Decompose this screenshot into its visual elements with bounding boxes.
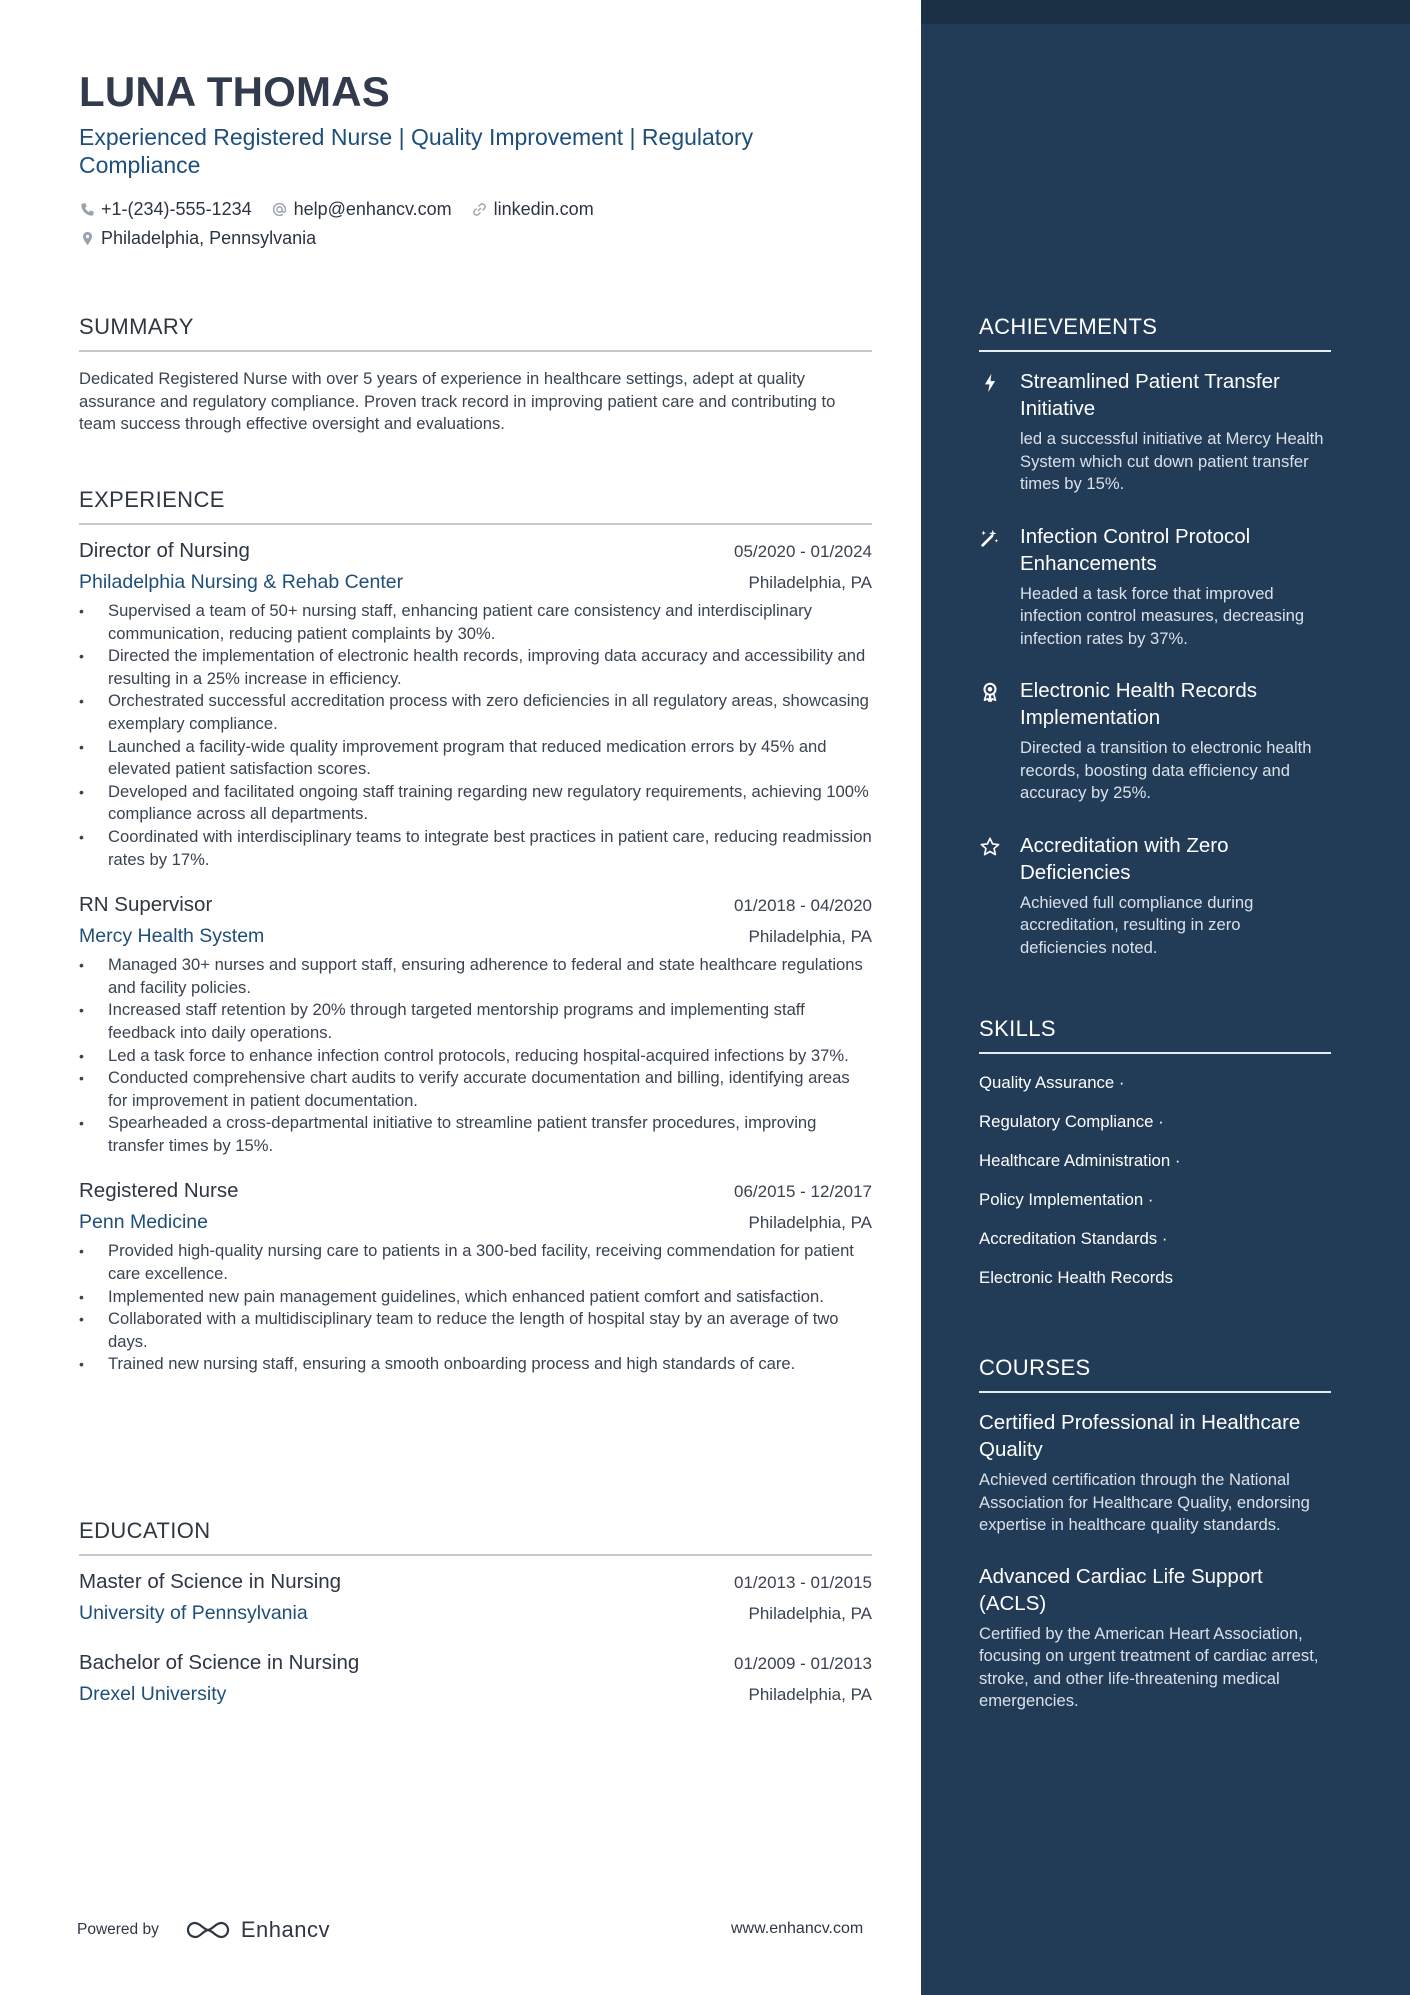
job-bullet: • Orchestrated successful accreditation process with zero deficiencies in all regulatory areas, showcasing exemplary compliance. [79, 690, 872, 735]
job-company: Penn Medicine [79, 1211, 208, 1234]
achievement-title: Accreditation with Zero Deficiencies [1020, 833, 1229, 884]
job-entry [79, 1179, 872, 1376]
star-icon [979, 832, 1005, 960]
linkedin-contact[interactable] [472, 199, 594, 220]
skill-item: Quality Assurance · [979, 1073, 1125, 1092]
job-entry [79, 539, 872, 871]
skill-item: Healthcare Administration · [979, 1151, 1181, 1170]
achievements-heading: ACHIEVEMENTS [979, 314, 1158, 339]
job-bullet: • Conducted comprehensive chart audits to verify accurate documentation and billing, identifying areas for improvement in patient documentation. [79, 1067, 872, 1112]
courses-heading: COURSES [979, 1355, 1091, 1380]
location-pin-icon [79, 230, 95, 246]
course-title: Certified Professional in Healthcare Quality [979, 1411, 1301, 1461]
lightning-bolt-icon [979, 368, 1005, 496]
education-heading: EDUCATION [79, 1518, 211, 1543]
job-company: Mercy Health System [79, 925, 265, 948]
job-bullet: • Implemented new pain management guidelines, which enhanced patient comfort and satisfaction. [79, 1286, 872, 1309]
education-dates: 01/2009 - 01/2013 [733, 1654, 872, 1673]
course-description: Certified by the American Heart Association, focusing on urgent treatment of cardiac arrest, stroke, and other life-threatening medical emergencies. [979, 1623, 1319, 1710]
skill-item: Accreditation Standards · [979, 1229, 1168, 1248]
course-description: Achieved certification through the National Association for Healthcare Quality, endorsing expertise in healthcare quality standards. [979, 1470, 1310, 1534]
location-contact [79, 228, 316, 249]
skills-list [979, 1063, 1331, 1297]
achievement-title: Infection Control Protocol Enhancements [1020, 524, 1251, 575]
job-bullets [79, 1240, 872, 1376]
achievement-description: Headed a task force that improved infection control measures, decreasing infection rates by 37%. [1020, 583, 1305, 648]
achievements-section [979, 314, 1331, 959]
phone-icon [79, 201, 95, 217]
award-ribbon-icon [979, 677, 1005, 805]
section-divider [979, 1391, 1331, 1393]
phone-text: +1-(234)-555-1234 [101, 198, 252, 219]
footer-branding [77, 1917, 330, 1943]
job-title: RN Supervisor [79, 893, 213, 917]
linkedin-text: linkedin.com [493, 198, 594, 219]
job-bullet: • Managed 30+ nurses and support staff, ensuring adherence to federal and state healthcare regulations and facility policies. [79, 954, 872, 999]
job-bullet: • Provided high-quality nursing care to patients in a 300-bed facility, receiving commendation for patient care excellence. [79, 1240, 872, 1285]
skills-heading: SKILLS [979, 1016, 1057, 1041]
section-divider [79, 1554, 872, 1556]
contact-info [79, 198, 869, 256]
section-divider [79, 523, 872, 525]
job-bullet: • Supervised a team of 50+ nursing staff, enhancing patient care consistency and interdisciplinary communication, reducing patient complaints by 30%. [79, 600, 872, 645]
achievement-title: Streamlined Patient Transfer Initiative [1020, 370, 1280, 420]
job-bullet: • Spearheaded a cross-departmental initiative to streamline patient transfer procedures, improving transfer times by 15%. [79, 1112, 872, 1157]
enhancv-brand-name: Enhancv [240, 1917, 330, 1942]
achievement-title: Electronic Health Records Implementation [1020, 679, 1257, 729]
skill-item: Regulatory Compliance · [979, 1112, 1164, 1131]
school-location: Philadelphia, PA [748, 1604, 872, 1623]
job-dates: 06/2015 - 12/2017 [733, 1182, 872, 1202]
summary-section [79, 314, 872, 436]
achievement-item [979, 523, 1331, 651]
job-dates: 05/2020 - 01/2024 [733, 542, 872, 561]
candidate-name: LUNA THOMAS [79, 68, 390, 115]
website-link[interactable]: www.enhancv.com [731, 1920, 864, 1937]
skill-item: Policy Implementation · [979, 1190, 1154, 1209]
education-section [79, 1518, 872, 1711]
section-divider [79, 350, 872, 352]
candidate-headline: Experienced Registered Nurse | Quality Improvement | Regulatory Compliance [79, 124, 754, 178]
location-text: Philadelphia, Pennsylvania [101, 227, 317, 248]
job-bullet: • Increased staff retention by 20% through targeted mentorship programs and implementing staff feedback into daily operations. [79, 999, 872, 1044]
course-item [979, 1563, 1331, 1713]
degree-title: Bachelor of Science in Nursing [79, 1651, 360, 1674]
skills-section [979, 1016, 1331, 1297]
job-location: Philadelphia, PA [748, 1213, 872, 1233]
education-entry [79, 1651, 872, 1711]
achievement-description: led a successful initiative at Mercy Health System which cut down patient transfer times by 15%. [1020, 429, 1324, 493]
achievement-description: Achieved full compliance during accreditation, resulting in zero deficiencies noted. [1020, 892, 1254, 957]
job-bullet: • Led a task force to enhance infection control protocols, reducing hospital-acquired infections by 37%. [79, 1045, 872, 1068]
job-bullet: • Coordinated with interdisciplinary teams to integrate best practices in patient care, reducing readmission rates by 17%. [79, 826, 872, 871]
section-divider [979, 1052, 1331, 1054]
job-company: Philadelphia Nursing & Rehab Center [79, 571, 404, 593]
job-title: Director of Nursing [79, 539, 250, 562]
enhancv-logo[interactable] [185, 1917, 330, 1943]
job-bullet: • Trained new nursing staff, ensuring a smooth onboarding process and high standards of care. [79, 1353, 872, 1376]
school-location: Philadelphia, PA [748, 1685, 872, 1704]
job-dates: 01/2018 - 04/2020 [733, 896, 872, 916]
job-bullets [79, 954, 872, 1157]
achievement-item [979, 832, 1331, 960]
section-divider [979, 350, 1331, 352]
at-sign-icon [272, 201, 288, 217]
school-name: University of Pennsylvania [79, 1602, 308, 1624]
email-contact[interactable] [272, 199, 452, 220]
skill-item: Electronic Health Records [979, 1268, 1174, 1287]
job-bullet: • Developed and facilitated ongoing staff training regarding new regulatory requirements, achieving 100% compliance across all departments. [79, 781, 872, 826]
job-location: Philadelphia, PA [748, 927, 872, 947]
job-entry [79, 893, 872, 1157]
job-bullet: • Launched a facility-wide quality improvement program that reduced medication errors by 45% and elevated patient satisfaction scores. [79, 736, 872, 781]
experience-section [79, 487, 872, 1376]
degree-title: Master of Science in Nursing [79, 1570, 342, 1593]
courses-section [979, 1355, 1331, 1713]
sidebar-top-bar [921, 0, 1410, 24]
achievement-item [979, 677, 1331, 805]
magic-wand-icon [979, 523, 1005, 651]
email-text: help@enhancv.com [293, 198, 452, 219]
experience-heading: EXPERIENCE [79, 487, 225, 512]
job-bullet: • Collaborated with a multidisciplinary team to reduce the length of hospital stay by an average of two days. [79, 1308, 872, 1353]
job-bullets [79, 600, 872, 871]
phone-contact[interactable] [79, 199, 252, 220]
summary-text: Dedicated Registered Nurse with over 5 years of experience in healthcare settings, adept at quality assurance and regulatory compliance. Proven track record in improving patient care and contributing to team success through effective oversight and evaluations. [79, 369, 836, 433]
link-icon [472, 201, 488, 217]
achievement-description: Directed a transition to electronic health records, boosting data efficiency and accuracy by 25%. [1020, 738, 1312, 802]
enhancv-logo-icon [185, 1917, 231, 1943]
education-dates: 01/2013 - 01/2015 [733, 1573, 872, 1592]
powered-by-label: Powered by [77, 1921, 159, 1938]
job-bullet: • Directed the implementation of electronic health records, improving data accuracy and accessibility and resulting in a 25% increase in efficiency. [79, 645, 872, 690]
job-title: Registered Nurse [79, 1179, 239, 1203]
achievement-item [979, 368, 1331, 496]
education-entry [79, 1570, 872, 1630]
summary-heading: SUMMARY [79, 314, 194, 339]
course-title: Advanced Cardiac Life Support (ACLS) [979, 1564, 1263, 1615]
course-item [979, 1409, 1331, 1537]
job-location: Philadelphia, PA [748, 573, 872, 592]
school-name: Drexel University [79, 1683, 227, 1705]
